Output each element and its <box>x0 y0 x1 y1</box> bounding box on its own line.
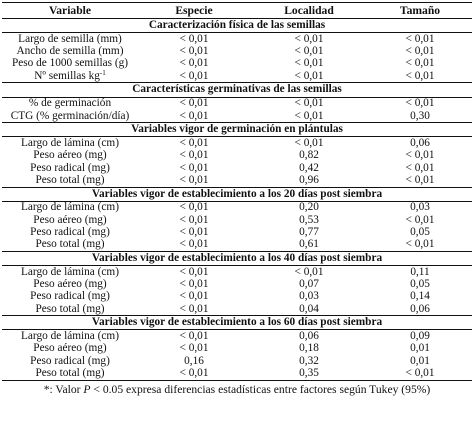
table-row <box>2 33 472 46</box>
tamano-value: < 0,01 <box>405 149 435 162</box>
statistics-table <box>2 2 472 381</box>
variable-cell <box>2 343 138 355</box>
especie-value: < 0,01 <box>179 265 209 278</box>
table-row <box>2 97 472 110</box>
section-header-row <box>2 19 472 33</box>
table-row <box>2 291 472 303</box>
localidad-value: 0,42 <box>299 161 319 174</box>
table-row <box>2 266 472 279</box>
tamano-value: 0,14 <box>410 290 430 303</box>
header-tamano: Tamaño <box>368 3 472 19</box>
tamano-value: < 0,01 <box>405 97 435 110</box>
section-header-row <box>2 316 472 330</box>
variable-label: % de germinación <box>28 97 112 110</box>
variable-label: Peso total (mg) <box>35 367 105 379</box>
table-row <box>2 174 472 187</box>
section-title: Características germinativas de las semillas <box>2 83 472 97</box>
variable-cell <box>2 303 138 316</box>
section-header-row <box>2 83 472 97</box>
variable-label: Largo de lámina (cm) <box>21 136 119 149</box>
variable-label: Peso radical (mg) <box>30 161 110 174</box>
variable-cell <box>2 58 138 70</box>
tamano-value: < 0,01 <box>405 57 435 70</box>
footnote <box>2 381 472 396</box>
localidad-value: 0,53 <box>299 213 319 226</box>
variable-label: Largo de lámina (cm) <box>21 201 119 214</box>
section-header-row <box>2 123 472 137</box>
table-row <box>2 330 472 343</box>
table-row <box>2 150 472 162</box>
variable-cell <box>2 174 138 187</box>
table-row <box>2 201 472 214</box>
variable-cell <box>2 291 138 303</box>
variable-label: Nº semillas kg <box>34 69 100 82</box>
header-variable: Variable <box>2 3 138 19</box>
variable-cell <box>2 367 138 380</box>
localidad-value: < 0,01 <box>294 69 324 82</box>
tamano-value: 0,06 <box>410 136 430 149</box>
variable-label: Largo de lámina (cm) <box>21 330 119 343</box>
especie-value: < 0,01 <box>138 367 250 380</box>
tamano-value: 0,03 <box>410 201 430 214</box>
localidad-value: < 0,01 <box>294 109 324 122</box>
localidad-value: 0,03 <box>299 290 319 303</box>
localidad-value: 0,32 <box>299 354 319 367</box>
variable-label: Peso total (mg) <box>35 302 105 315</box>
variable-cell <box>2 226 138 238</box>
especie-value: < 0,01 <box>179 149 209 162</box>
tamano-value: < 0,01 <box>405 45 435 58</box>
table-row <box>2 110 472 123</box>
localidad-value: < 0,01 <box>294 57 324 70</box>
especie-value: 0,16 <box>184 354 204 367</box>
localidad-value: 0,20 <box>299 201 319 214</box>
table-row <box>2 303 472 316</box>
header-localidad: Localidad <box>250 3 368 19</box>
section-title: Caracterización física de las semillas <box>2 19 472 33</box>
variable-label: Ancho de semilla (mm) <box>16 45 124 58</box>
especie-value: < 0,01 <box>179 45 209 58</box>
especie-value: < 0,01 <box>179 225 209 238</box>
tamano-value: < 0,01 <box>368 367 472 380</box>
especie-value: < 0,01 <box>179 161 209 174</box>
variable-cell <box>2 137 138 150</box>
variable-label: Peso radical (mg) <box>30 290 110 303</box>
section-title: Variables vigor de establecimiento a los 40 días post siembra <box>2 251 472 265</box>
variable-cell <box>2 150 138 162</box>
tamano-value: 0,05 <box>410 225 430 238</box>
variable-cell <box>2 110 138 123</box>
results-table-container <box>2 0 472 396</box>
variable-cell <box>2 214 138 226</box>
tamano-value: 0,30 <box>410 109 430 122</box>
localidad-value: 0,06 <box>299 330 319 343</box>
variable-label: CTG (% germinación/día) <box>10 109 130 122</box>
localidad-value: 0,77 <box>299 225 319 238</box>
footnote-text: < 0.05 expresa diferencias estadísticas entre factores según Tukey (95%) <box>90 382 431 396</box>
variable-cell <box>2 70 138 83</box>
variable-label: Peso de 1000 semillas (g) <box>11 57 129 70</box>
especie-value: < 0,01 <box>179 302 209 315</box>
especie-value: < 0,01 <box>179 136 209 149</box>
tamano-value: < 0,01 <box>405 213 435 226</box>
variable-cell <box>2 355 138 367</box>
variable-label: Peso total (mg) <box>35 173 105 186</box>
especie-value: < 0,01 <box>179 109 209 122</box>
variable-label: Peso radical (mg) <box>30 354 110 367</box>
localidad-value: < 0,01 <box>294 265 324 278</box>
tamano-value: < 0,01 <box>405 173 435 186</box>
table-row <box>2 214 472 226</box>
table-row <box>2 343 472 355</box>
variable-cell <box>2 45 138 57</box>
especie-value: < 0,01 <box>179 173 209 186</box>
tamano-value: 0,01 <box>410 342 430 355</box>
footnote-prefix: *: Valor <box>43 382 84 396</box>
especie-value: < 0,01 <box>179 238 209 251</box>
tamano-value: < 0,01 <box>405 69 435 82</box>
table-row <box>2 367 472 380</box>
localidad-value: < 0,01 <box>294 32 324 45</box>
localidad-value: 0,04 <box>299 302 319 315</box>
especie-value: < 0,01 <box>179 32 209 45</box>
section-header-row <box>2 251 472 265</box>
localidad-value: 0,82 <box>299 149 319 162</box>
localidad-value: 0,18 <box>299 342 319 355</box>
table-row <box>2 162 472 174</box>
especie-value: < 0,01 <box>179 213 209 226</box>
section-title: Variables vigor de germinación en plántulas <box>2 123 472 137</box>
section-header-row <box>2 187 472 201</box>
localidad-value: 0,07 <box>299 278 319 291</box>
especie-value: < 0,01 <box>179 201 209 214</box>
especie-value: < 0,01 <box>179 290 209 303</box>
especie-value: < 0,01 <box>179 342 209 355</box>
unit-exponent: -1 <box>99 68 106 77</box>
localidad-value: 0,35 <box>250 367 368 380</box>
table-body <box>2 19 472 381</box>
section-title: Variables vigor de establecimiento a los 20 días post siembra <box>2 187 472 201</box>
especie-value: < 0,01 <box>179 97 209 110</box>
tamano-value: < 0,01 <box>405 32 435 45</box>
variable-cell <box>2 201 138 214</box>
variable-label: Peso aéreo (mg) <box>33 278 107 291</box>
header-especie: Especie <box>138 3 250 19</box>
table-row <box>2 58 472 70</box>
especie-value: < 0,01 <box>179 69 209 82</box>
localidad-value: < 0,01 <box>294 45 324 58</box>
variable-label: Largo de semilla (mm) <box>18 32 122 45</box>
section-title: Variables vigor de establecimiento a los 60 días post siembra <box>2 316 472 330</box>
especie-value: < 0,01 <box>179 330 209 343</box>
variable-cell <box>2 266 138 279</box>
table-row <box>2 226 472 238</box>
variable-label: Peso aéreo (mg) <box>33 149 107 162</box>
localidad-value: < 0,01 <box>294 136 324 149</box>
especie-value: < 0,01 <box>179 57 209 70</box>
localidad-value: < 0,01 <box>294 97 324 110</box>
variable-cell <box>2 330 138 343</box>
tamano-value: < 0,01 <box>405 238 435 251</box>
tamano-value: 0,09 <box>410 330 430 343</box>
tamano-value: 0,11 <box>410 265 430 278</box>
especie-value: < 0,01 <box>179 278 209 291</box>
variable-cell <box>2 162 138 174</box>
tamano-value: 0,06 <box>410 302 430 315</box>
variable-label: Peso aéreo (mg) <box>33 213 107 226</box>
variable-cell <box>2 278 138 290</box>
footnote-p-symbol: P <box>83 382 91 396</box>
table-row <box>2 137 472 150</box>
tamano-value: 0,01 <box>410 354 430 367</box>
table-row <box>2 70 472 83</box>
header-row <box>2 3 472 19</box>
table-row <box>2 355 472 367</box>
localidad-value: 0,96 <box>299 173 319 186</box>
localidad-value: 0,61 <box>299 238 319 251</box>
variable-cell <box>2 33 138 46</box>
variable-label: Largo de lámina (cm) <box>21 265 119 278</box>
variable-cell <box>2 97 138 110</box>
tamano-value: < 0,01 <box>405 161 435 174</box>
variable-label: Peso radical (mg) <box>30 225 110 238</box>
variable-label: Peso aéreo (mg) <box>33 342 107 355</box>
variable-cell <box>2 239 138 252</box>
table-row <box>2 239 472 252</box>
variable-label: Peso total (mg) <box>35 238 105 251</box>
table-row <box>2 45 472 57</box>
table-row <box>2 278 472 290</box>
table-header <box>2 3 472 19</box>
tamano-value: 0,05 <box>410 278 430 291</box>
